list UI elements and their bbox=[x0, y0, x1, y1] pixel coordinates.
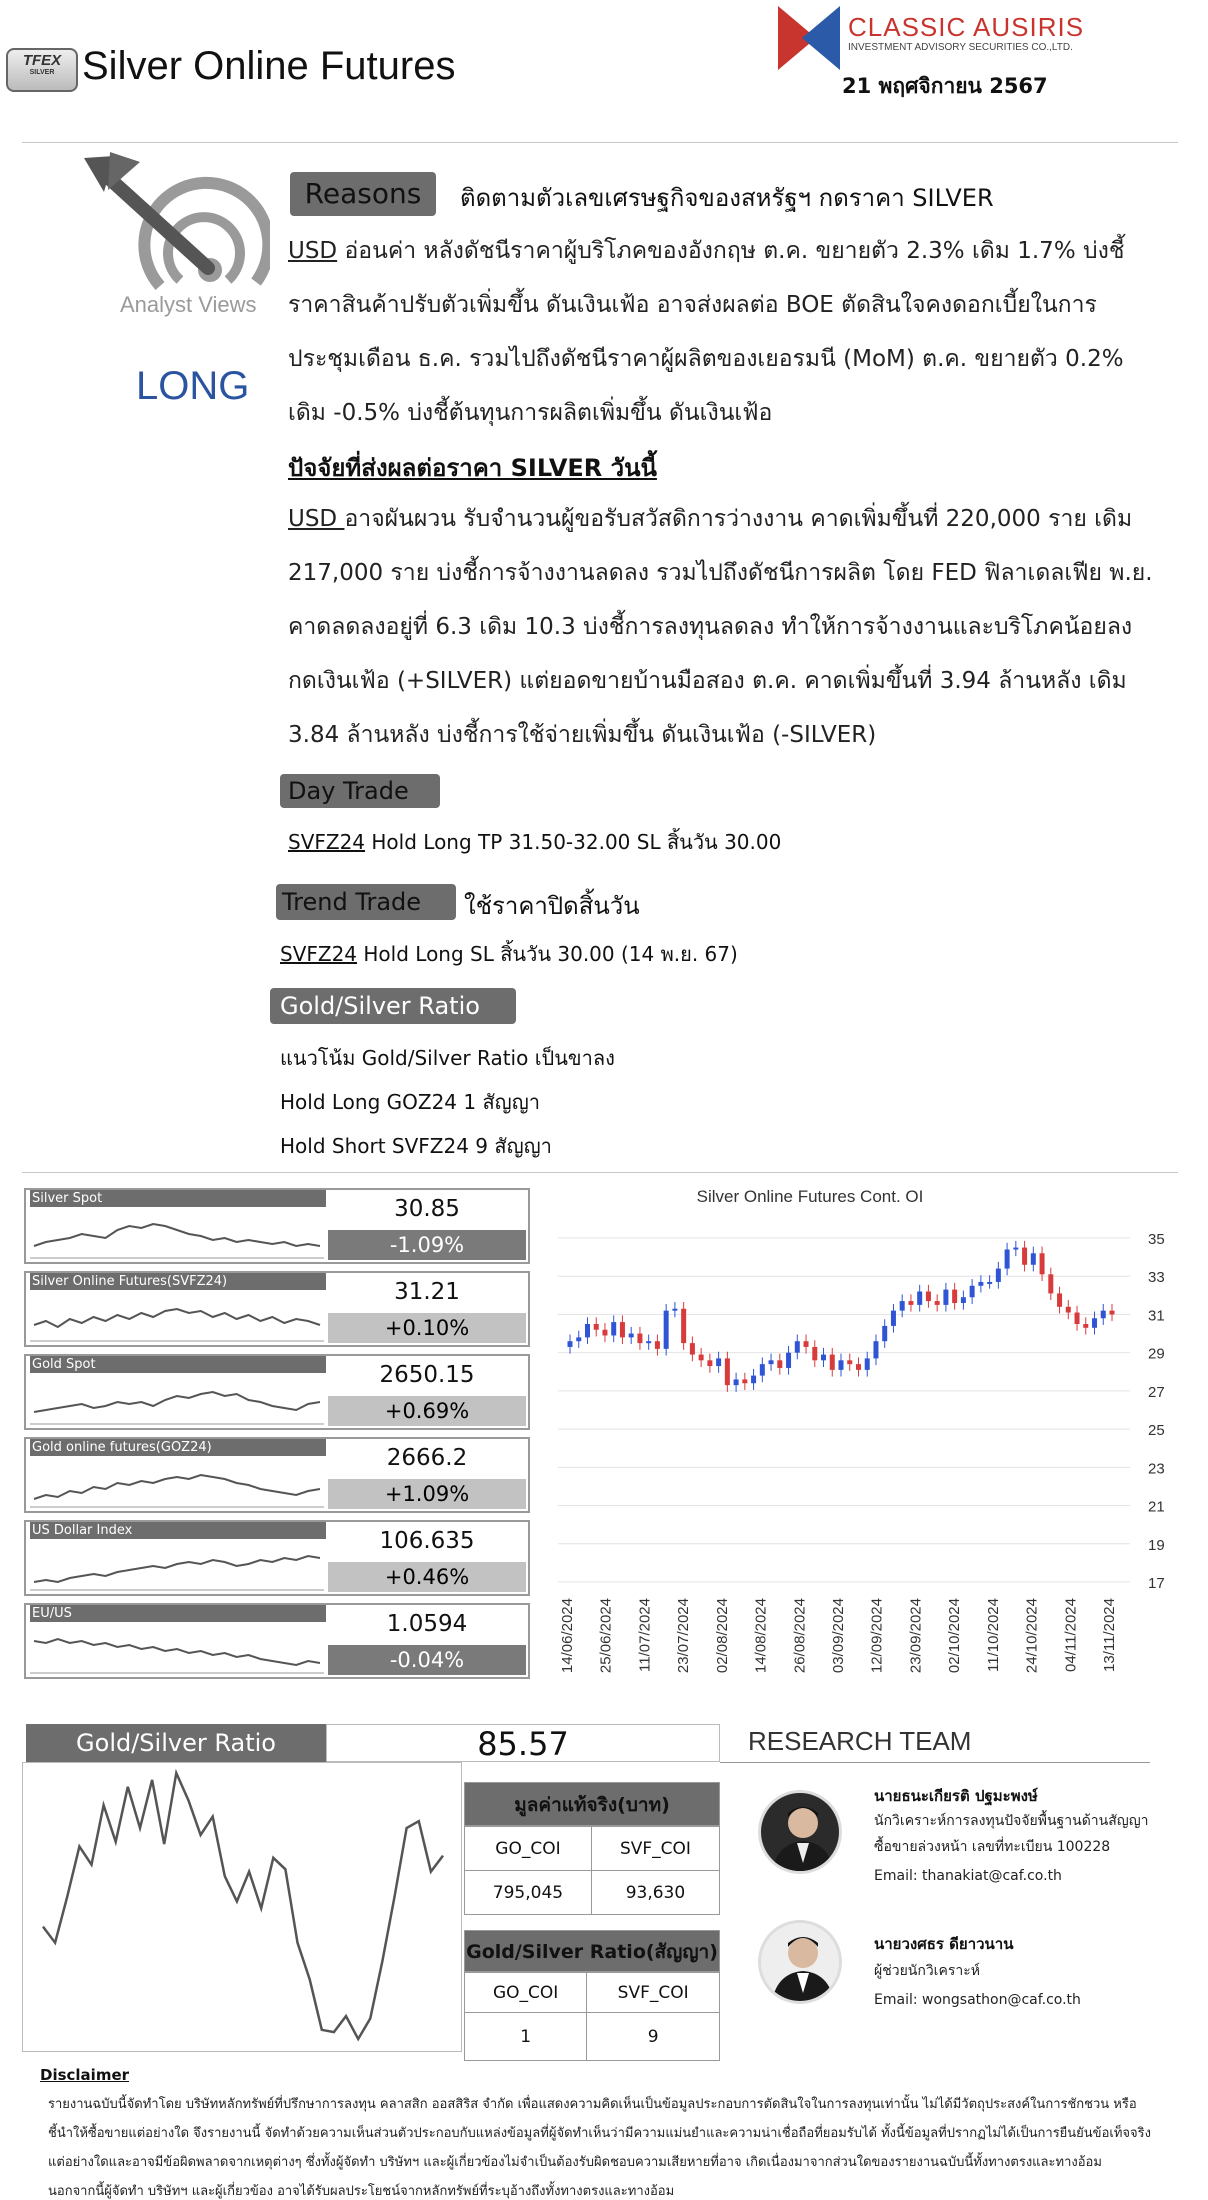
panel-label: Silver Spot bbox=[30, 1190, 326, 1207]
market-panel bbox=[24, 1354, 530, 1430]
gs-strategy-line-2: Hold Long GOZ24 1 สัญญา bbox=[280, 1090, 540, 1114]
x-tick-label: 23/07/2024 bbox=[675, 1598, 693, 1674]
person1-role: นักวิเคราะห์การลงทุนปัจจัยพื้นฐานด้านสัญญา bbox=[874, 1813, 1149, 1829]
candle bbox=[943, 1283, 948, 1312]
candle bbox=[716, 1352, 721, 1373]
candle bbox=[1101, 1304, 1106, 1325]
candle bbox=[865, 1352, 870, 1377]
y-tick-label: 19 bbox=[1148, 1536, 1165, 1554]
text-line: ประชุมเดือน ธ.ค. รวมไปถึงดัชนีราคาผู้ผลิตของเยอรมนี (MoM) ต.ค. ขยายตัว 0.2% bbox=[288, 346, 1124, 372]
candle bbox=[611, 1315, 616, 1342]
candle bbox=[585, 1317, 590, 1344]
contract-ratio-col1: GO_COI bbox=[465, 1973, 587, 2013]
candle bbox=[1075, 1306, 1080, 1331]
sparkline bbox=[30, 1623, 324, 1675]
panel-change: +0.46% bbox=[328, 1562, 526, 1592]
panel-label: Gold online futures(GOZ24) bbox=[30, 1439, 326, 1456]
trend-trade-badge: Trend Trade bbox=[276, 884, 456, 920]
text-line: เดิม -0.5% บ่งชี้ต้นทุนการผลิตเพิ่มขึ้น ดันเงินเฟ้อ bbox=[288, 400, 773, 426]
candle bbox=[873, 1335, 878, 1366]
x-tick-label: 14/08/2024 bbox=[752, 1598, 770, 1674]
candle bbox=[681, 1302, 686, 1350]
silver-futures-chart bbox=[540, 1178, 1180, 1698]
candle bbox=[751, 1369, 756, 1390]
panel-label: Silver Online Futures(SVFZ24) bbox=[30, 1273, 326, 1290]
sparkline bbox=[30, 1540, 324, 1592]
x-tick-label: 24/10/2024 bbox=[1023, 1598, 1041, 1674]
panel-label: EU/US bbox=[30, 1605, 326, 1622]
candle bbox=[891, 1304, 896, 1333]
panel-change: +1.09% bbox=[328, 1479, 526, 1509]
sparkline bbox=[30, 1208, 324, 1260]
fair-value-col2: SVF_COI bbox=[591, 1827, 719, 1871]
panel-label: US Dollar Index bbox=[30, 1522, 326, 1539]
x-tick-label: 12/09/2024 bbox=[868, 1598, 886, 1674]
page-title: Silver Online Futures bbox=[82, 44, 456, 88]
candle bbox=[637, 1327, 642, 1350]
reasons-heading: ติดตามตัวเลขเศรษฐกิจของสหรัฐฯ กดราคา SILVER bbox=[460, 184, 994, 212]
candle bbox=[1092, 1312, 1097, 1335]
fair-value-title: มูลค่าแท้จริง(บาท) bbox=[464, 1782, 720, 1826]
brand-subtitle: INVESTMENT ADVISORY SECURITIES CO.,LTD. bbox=[848, 42, 1073, 53]
reasons-badge-label: Reasons bbox=[304, 177, 422, 210]
x-tick-label: 02/08/2024 bbox=[713, 1598, 731, 1674]
x-tick-label: 02/10/2024 bbox=[946, 1598, 964, 1674]
candle bbox=[970, 1279, 975, 1304]
text-line: อ่อนค่า หลังดัชนีราคาผู้บริโภคของอังกฤษ ต.ค. ขยายตัว 2.3% เดิม 1.7% บ่งชี้ bbox=[337, 238, 1125, 264]
sparkline bbox=[30, 1374, 324, 1426]
trend-trade-symbol: SVFZ24 bbox=[280, 942, 358, 966]
candle bbox=[664, 1304, 669, 1356]
candle bbox=[1110, 1304, 1115, 1321]
candle bbox=[804, 1335, 809, 1354]
candle bbox=[917, 1285, 922, 1312]
disclaimer-line: รายงานฉบับนี้จัดทำโดย บริษัทหลักทรัพย์ที่ปรึกษาการลงทุน คลาสสิก ออสสิริส จำกัด เพื่อแสดงความคิดเห็นเป็นข้อมูลประกอบการตัดสินใจในการลงทุนเท่านั้น ไม่ได้มีวัตถุประสงค์ในการชักชวน หรือ bbox=[48, 2097, 1137, 2112]
ratio-value: 85.57 bbox=[326, 1724, 720, 1762]
y-tick-label: 29 bbox=[1148, 1345, 1165, 1363]
contract-ratio-title: Gold/Silver Ratio(สัญญา) bbox=[464, 1930, 720, 1972]
candle bbox=[602, 1323, 607, 1342]
text-line: 3.84 ล้านหลัง บ่งชี้การใช้จ่ายเพิ่มขึ้น ดันเงินเฟ้อ (-SILVER) bbox=[288, 722, 877, 748]
market-panel bbox=[24, 1188, 530, 1264]
trend-trade-line bbox=[280, 938, 738, 970]
divider bbox=[22, 142, 1178, 143]
candle bbox=[847, 1354, 852, 1371]
candle bbox=[707, 1354, 712, 1373]
text-line: กดเงินเฟ้อ (+SILVER) แต่ยอดขายบ้านมือสอง ต.ค. คาดเพิ่มขึ้นที่ 3.94 ล้านหลัง เดิม bbox=[288, 668, 1127, 694]
panel-value: 2650.15 bbox=[379, 1362, 475, 1388]
sparkline bbox=[30, 1457, 324, 1509]
day-trade-line bbox=[288, 826, 781, 858]
candle bbox=[690, 1336, 695, 1361]
candle bbox=[821, 1348, 826, 1367]
tfex-logo-text: TFEX bbox=[22, 52, 62, 69]
reasons-badge bbox=[290, 172, 436, 216]
gs-strategy-line-3: Hold Short SVFZ24 9 สัญญา bbox=[280, 1134, 552, 1158]
gs-strategy-line-1: แนวโน้ม Gold/Silver Ratio เป็นขาลง bbox=[280, 1046, 615, 1070]
candle bbox=[795, 1335, 800, 1360]
candle bbox=[594, 1317, 599, 1336]
disclaimer-heading: Disclaimer bbox=[40, 2066, 130, 2084]
candle bbox=[839, 1354, 844, 1377]
x-tick-label: 03/09/2024 bbox=[830, 1598, 847, 1674]
analyst-views-caption: Analyst Views bbox=[120, 292, 257, 317]
candle bbox=[1013, 1241, 1018, 1256]
market-panel bbox=[24, 1271, 530, 1347]
text-line: ราคาสินค้าปรับตัวเพิ่มขึ้น ดันเงินเฟ้อ อาจส่งผลต่อ BOE ตัดสินใจคงดอกเบี้ยในการ bbox=[288, 292, 1097, 318]
person1-name: นายธนะเกียรติ ปฐมะพงษ์ bbox=[874, 1787, 1038, 1805]
divider bbox=[22, 1172, 1178, 1173]
y-tick-label: 35 bbox=[1148, 1231, 1165, 1248]
tfex-logo-sub: SILVER bbox=[29, 69, 55, 76]
fair-value-table bbox=[464, 1782, 720, 1915]
y-tick-label: 25 bbox=[1148, 1422, 1165, 1440]
candle bbox=[1083, 1317, 1088, 1334]
sparkline bbox=[30, 1291, 324, 1343]
candle bbox=[1066, 1300, 1071, 1319]
avatar bbox=[758, 1790, 842, 1874]
market-panel bbox=[24, 1520, 530, 1596]
fair-value-val1: 795,045 bbox=[465, 1871, 592, 1915]
ratio-chart bbox=[23, 1763, 463, 2053]
candle bbox=[935, 1294, 940, 1311]
contract-ratio-val2: 9 bbox=[587, 2013, 720, 2061]
y-tick-label: 33 bbox=[1148, 1269, 1165, 1287]
candle bbox=[1048, 1268, 1053, 1300]
x-tick-label: 23/09/2024 bbox=[907, 1598, 925, 1674]
y-tick-label: 21 bbox=[1148, 1498, 1165, 1516]
day-trade-text: Hold Long TP 31.50-32.00 SL สิ้นวัน 30.00 bbox=[365, 830, 782, 854]
y-tick-label: 31 bbox=[1148, 1307, 1165, 1325]
contract-ratio-val1: 1 bbox=[465, 2013, 587, 2061]
brand-logo-icon bbox=[776, 4, 842, 72]
panel-value: 31.21 bbox=[394, 1279, 460, 1305]
trend-trade-text: Hold Long SL สิ้นวัน 30.00 (14 พ.ย. 67) bbox=[357, 942, 738, 966]
y-tick-label: 23 bbox=[1148, 1460, 1165, 1478]
target-arrow-icon bbox=[80, 152, 270, 290]
candle bbox=[908, 1294, 913, 1311]
candle bbox=[672, 1302, 677, 1317]
factor-heading: ปัจจัยที่ส่งผลต่อราคา SILVER วันนี้ bbox=[288, 454, 657, 482]
candle bbox=[1031, 1247, 1036, 1272]
candle bbox=[856, 1357, 861, 1376]
x-tick-label: 11/10/2024 bbox=[984, 1598, 1002, 1672]
text-line: อาจผันผวน รับจำนวนผู้ขอรับสวัสดิการว่างงาน คาดเพิ่มขึ้นที่ 220,000 ราย เดิม bbox=[344, 506, 1133, 532]
avatar bbox=[758, 1920, 842, 2004]
tfex-logo bbox=[6, 48, 78, 92]
candle bbox=[786, 1346, 791, 1375]
candle bbox=[760, 1357, 765, 1382]
x-tick-label: 04/11/2024 bbox=[1062, 1598, 1080, 1672]
candle bbox=[812, 1340, 817, 1367]
day-trade-symbol: SVFZ24 bbox=[288, 830, 366, 854]
contract-ratio-table bbox=[464, 1930, 720, 2061]
candle bbox=[734, 1373, 739, 1392]
person2-email: Email: wongsathon@caf.co.th bbox=[874, 1992, 1081, 2008]
x-tick-label: 13/11/2024 bbox=[1101, 1598, 1118, 1672]
report-date: 21 พฤศจิกายน 2567 bbox=[842, 74, 1048, 98]
disclaimer-line: นอกจากนี้ผู้จัดทำ บริษัทฯ และผู้เกี่ยวข้อง อาจได้รับผลประโยชน์จากหลักทรัพย์ที่ระบุอ้างถึงทั้งทางตรงและทางอ้อม bbox=[48, 2184, 675, 2199]
candle bbox=[620, 1315, 625, 1344]
candle bbox=[952, 1283, 957, 1310]
candle bbox=[996, 1262, 1001, 1289]
fair-value-val2: 93,630 bbox=[591, 1871, 719, 1915]
market-panel bbox=[24, 1603, 530, 1679]
x-tick-label: 26/08/2024 bbox=[791, 1598, 809, 1674]
candle bbox=[961, 1291, 966, 1310]
contract-ratio-col2: SVF_COI bbox=[587, 1973, 720, 2013]
fair-value-col1: GO_COI bbox=[465, 1827, 592, 1871]
candle bbox=[900, 1294, 905, 1317]
panel-change: +0.69% bbox=[328, 1396, 526, 1426]
disclaimer-text bbox=[48, 2090, 1178, 2200]
panel-change: +0.10% bbox=[328, 1313, 526, 1343]
candle bbox=[769, 1354, 774, 1371]
disclaimer-line: แต่อย่างใดและอาจมีข้อผิดพลาดจากเหตุต่างๆ ซึ่งทั้งผู้จัดทำ บริษัทฯ และผู้เกี่ยวข้องไม่จำเป็นต้องรับผิดชอบความเสียหายที่อาจ เกิดเนื่องมาจากส่วนใดของรายงานฉบับนี้ทั้งทางตรงและทางอ้อม bbox=[48, 2155, 1102, 2170]
divider bbox=[720, 1762, 1150, 1763]
candle bbox=[777, 1354, 782, 1375]
trend-trade-note: ใช้ราคาปิดสิ้นวัน bbox=[464, 892, 640, 920]
reasons-paragraph-1 bbox=[288, 224, 1124, 440]
candle bbox=[1005, 1243, 1010, 1275]
person1-email: Email: thanakiat@caf.co.th bbox=[874, 1868, 1062, 1884]
x-tick-label: 25/06/2024 bbox=[597, 1598, 615, 1674]
candle bbox=[699, 1348, 704, 1367]
panel-label: Gold Spot bbox=[30, 1356, 326, 1373]
panel-value: 30.85 bbox=[394, 1196, 460, 1222]
usd-lead: USD bbox=[288, 238, 338, 264]
person1-reg: ซื้อขายล่วงหน้า เลขที่ทะเบียน 100228 bbox=[874, 1839, 1111, 1855]
candle bbox=[978, 1275, 983, 1292]
panel-change: -0.04% bbox=[328, 1645, 526, 1675]
person2-role: ผู้ช่วยนักวิเคราะห์ bbox=[874, 1963, 980, 1979]
candle bbox=[725, 1352, 730, 1392]
candle bbox=[987, 1275, 992, 1288]
market-panel bbox=[24, 1437, 530, 1513]
candle bbox=[1022, 1241, 1027, 1272]
ratio-chart-frame bbox=[22, 1762, 462, 2052]
text-line: คาดลดลงอยู่ที่ 6.3 เดิม 10.3 บ่งชี้การลงทุนลดลง ทำให้การจ้างงานและบริโภคน้อยลง bbox=[288, 614, 1133, 640]
candle bbox=[882, 1319, 887, 1348]
disclaimer-line: ชี้นำให้ซื้อขายแต่อย่างใด จึงรายงานนี้ จัดทำด้วยความเห็นส่วนตัวประกอบกับแหล่งข้อมูลที่ผู้จัดทำเห็นว่ามีความแม่นยำและความน่าเชื่อถือที่ยอมรับได้ ทั้งนี้ข้อมูลที่ปรากฏไม่ได้เป็นการยืนยันข้อเท็จจริง bbox=[48, 2126, 1151, 2141]
panel-value: 1.0594 bbox=[386, 1611, 468, 1637]
y-tick-label: 17 bbox=[1148, 1575, 1165, 1592]
research-team-heading: RESEARCH TEAM bbox=[748, 1726, 972, 1756]
candle bbox=[629, 1327, 634, 1344]
candle bbox=[742, 1373, 747, 1390]
panel-value: 106.635 bbox=[379, 1528, 475, 1554]
x-tick-label: 11/07/2024 bbox=[636, 1598, 654, 1672]
candle bbox=[576, 1331, 581, 1348]
day-trade-badge: Day Trade bbox=[280, 774, 440, 808]
chart-title: Silver Online Futures Cont. OI bbox=[696, 1187, 924, 1206]
stance-label: LONG bbox=[136, 364, 250, 408]
y-tick-label: 27 bbox=[1148, 1383, 1165, 1401]
brand-name: CLASSIC AUSIRIS bbox=[848, 12, 1085, 42]
x-tick-label: 14/06/2024 bbox=[559, 1598, 576, 1674]
ratio-line bbox=[43, 1773, 443, 2039]
text-line: 217,000 ราย บ่งชี้การจ้างงานลดลง รวมไปถึงดัชนีการผลิต โดย FED ฟิลาเดลเฟีย พ.ย. bbox=[288, 560, 1153, 586]
candle bbox=[568, 1335, 573, 1354]
reasons-paragraph-2 bbox=[288, 492, 1153, 762]
panel-value: 2666.2 bbox=[386, 1445, 468, 1471]
ratio-label: Gold/Silver Ratio bbox=[26, 1724, 326, 1762]
candle bbox=[1057, 1287, 1062, 1314]
candle bbox=[646, 1335, 651, 1350]
gs-ratio-badge: Gold/Silver Ratio bbox=[270, 988, 516, 1024]
candle bbox=[926, 1285, 931, 1308]
panel-change: -1.09% bbox=[328, 1230, 526, 1260]
usd-lead: USD bbox=[288, 506, 345, 532]
person2-name: นายวงศธร ดียาวนาน bbox=[874, 1935, 1014, 1953]
